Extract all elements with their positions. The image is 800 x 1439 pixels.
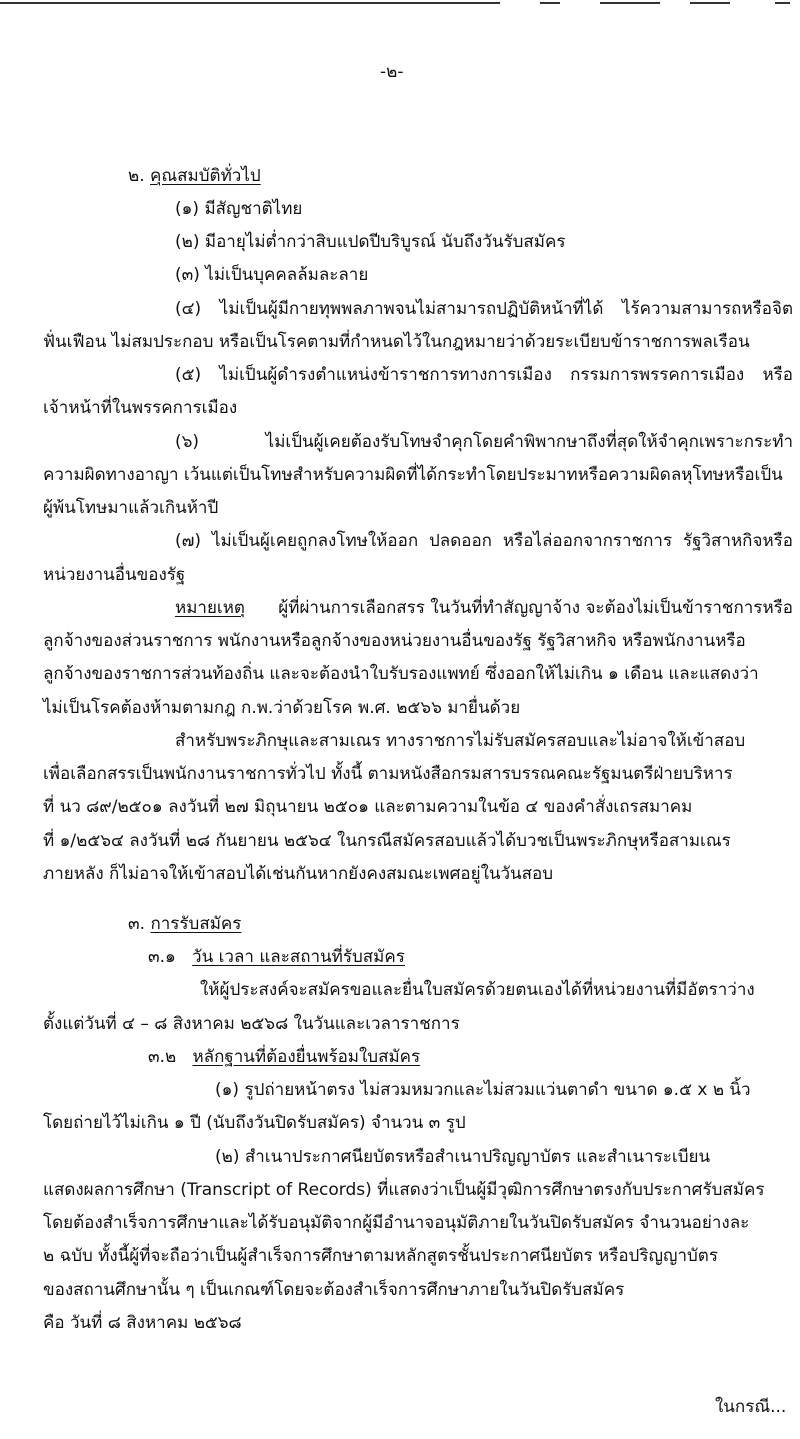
continuation-text: ในกรณี...	[715, 1397, 787, 1417]
note-line-3: ลูกจ้างของราชการส่วนท้องถิ่น และจะต้องนำใบรับรองแพทย์ ซึ่งออกให้ไม่เกิน ๑ เดือน และแสดงว่า	[43, 664, 759, 684]
subsection-3-1-title: วัน เวลา และสถานที่รับสมัคร	[192, 947, 405, 967]
qualification-item-6-line-1: (๖) ไม่เป็นผู้เคยต้องรับโทษจำคุกโดยคำพิพากษาถึงที่สุดให้จำคุกเพราะกระทำ	[175, 432, 793, 452]
qualification-item-2: (๒) มีอายุไม่ต่ำกว่าสิบแปดปีบริบูรณ์ นับถึงวันรับสมัคร	[175, 232, 566, 252]
qualification-item-1: (๑) มีสัญชาติไทย	[175, 199, 303, 219]
monk-paragraph-line-5: ภายหลัง ก็ไม่อาจให้เข้าสอบได้เช่นกันหากยังคงสมณะเพศอยู่ในวันสอบ	[43, 864, 554, 884]
document-item-2-line-1: (๒) สำเนาประกาศนียบัตรหรือสำเนาปริญญาบัตร และสำเนาระเบียน	[215, 1147, 711, 1167]
subsection-3-1-line-2: ตั้งแต่วันที่ ๔ – ๘ สิงหาคม ๒๕๖๘ ในวันและเวลาราชการ	[43, 1014, 460, 1034]
document-item-1-line-2: โดยถ่ายไว้ไม่เกิน ๑ ปี (นับถึงวันปิดรับสมัคร) จำนวน ๓ รูป	[43, 1113, 466, 1133]
monk-paragraph-line-3: ที่ นว ๘๙/๒๕๐๑ ลงวันที่ ๒๗ มิถุนายน ๒๕๐๑ และตามความในข้อ ๔ ของคำสั่งเถรสมาคม	[43, 797, 693, 817]
note-line-4: ไม่เป็นโรคต้องห้ามตามกฎ ก.พ.ว่าด้วยโรค พ.ศ. ๒๕๖๖ มายื่นด้วย	[43, 698, 521, 718]
section-2-number: ๒.	[128, 166, 145, 186]
section-2-heading	[128, 164, 261, 190]
document-item-2-line-4: ๒ ฉบับ ทั้งนี้ผู้ที่จะถือว่าเป็นผู้สำเร็จการศึกษาตามหลักสูตรชั้นประกาศนียบัตร หรือปริญญาบัตร	[43, 1246, 718, 1266]
note-line-2: ลูกจ้างของส่วนราชการ พนักงานหรือลูกจ้างของหน่วยงานอื่นของรัฐ รัฐวิสาหกิจ หรือพนักงานหรือ	[43, 631, 746, 651]
subsection-3-2-title: หลักฐานที่ต้องยื่นพร้อมใบสมัคร	[192, 1047, 421, 1067]
qualification-item-4-line-2: ฟั่นเฟือน ไม่สมประกอบ หรือเป็นโรคตามที่กำหนดไว้ในกฎหมายว่าด้วยระเบียบข้าราชการพลเรือน	[43, 332, 750, 352]
qualification-item-6-line-2: ความผิดทางอาญา เว้นแต่เป็นโทษสำหรับความผิดที่ได้กระทำโดยประมาทหรือความผิดลหุโทษหรือเป็น	[43, 465, 783, 485]
monk-paragraph-line-2: เพื่อเลือกสรรเป็นพนักงานราชการทั่วไป ทั้งนี้ ตามหนังสือกรมสารบรรณคณะรัฐมนตรีฝ่ายบริหาร	[43, 764, 733, 784]
subsection-3-2-number: ๓.๒	[148, 1047, 177, 1067]
section-3-number: ๓.	[128, 914, 146, 934]
qualification-item-7-line-1: (๗) ไม่เป็นผู้เคยถูกลงโทษให้ออก ปลดออก หรือไล่ออกจากราชการ รัฐวิสาหกิจหรือ	[175, 531, 793, 551]
qualification-item-5-line-1: (๕) ไม่เป็นผู้ดำรงตำแหน่งข้าราชการทางการเมือง กรรมการพรรคการเมือง หรือ	[175, 365, 793, 385]
qualification-item-4-line-1: (๔) ไม่เป็นผู้มีกายทุพพลภาพจนไม่สามารถปฏิบัติหน้าที่ได้ ไร้ความสามารถหรือจิต	[175, 299, 793, 319]
monk-paragraph-line-4: ที่ ๑/๒๕๖๔ ลงวันที่ ๒๘ กันยายน ๒๕๖๔ ในกรณีสมัครสอบแล้วได้บวชเป็นพระภิกษุหรือสามเณร	[43, 831, 731, 851]
subsection-3-2-heading	[148, 1045, 420, 1071]
note-label: หมายเหตุ	[175, 598, 245, 618]
document-item-2-line-2: แสดงผลการศึกษา (Transcript of Records) ที่แสดงว่าเป็นผู้มีวุฒิการศึกษาตรงกับประกาศรับสมัคร	[43, 1180, 765, 1200]
qualification-item-6-line-3: ผู้พ้นโทษมาแล้วเกินห้าปี	[43, 498, 219, 518]
qualification-item-5-line-2: เจ้าหน้าที่ในพรรคการเมือง	[43, 398, 238, 418]
document-item-2-line-3: โดยต้องสำเร็จการศึกษาและได้รับอนุมัติจากผู้มีอำนาจอนุมัติภายในวันปิดรับสมัคร จำนวนอย่างละ	[43, 1213, 750, 1233]
note-text: ผู้ที่ผ่านการเลือกสรร ในวันที่ทำสัญญาจ้าง จะต้องไม่เป็นข้าราชการหรือ	[278, 598, 793, 618]
subsection-3-1-number: ๓.๑	[148, 947, 176, 967]
section-3-title: การรับสมัคร	[150, 914, 242, 934]
monk-paragraph-line-1: สำหรับพระภิกษุและสามเณร ทางราชการไม่รับสมัครสอบและไม่อาจให้เข้าสอบ	[175, 731, 746, 751]
section-3-heading	[128, 912, 241, 938]
section-2-title: คุณสมบัติทั่วไป	[150, 166, 261, 186]
subsection-3-1-line-1: ให้ผู้ประสงค์จะสมัครขอและยื่นใบสมัครด้วยตนเองได้ที่หน่วยงานที่มีอัตราว่าง	[200, 980, 755, 1000]
note-line-1	[175, 596, 793, 622]
document-item-2-line-5: ของสถานศึกษานั้น ๆ เป็นเกณฑ์โดยจะต้องสำเร็จการศึกษาภายในวันปิดรับสมัคร	[43, 1280, 625, 1300]
top-border-fragment	[0, 0, 800, 6]
subsection-3-1-heading	[148, 945, 405, 971]
qualification-item-7-line-2: หน่วยงานอื่นของรัฐ	[43, 565, 186, 585]
document-item-1-line-1: (๑) รูปถ่ายหน้าตรง ไม่สวมหมวกและไม่สวมแว่นตาดำ ขนาด ๑.๕ x ๒ นิ้ว	[215, 1080, 751, 1100]
document-item-2-line-6: คือ วันที่ ๘ สิงหาคม ๒๕๖๘	[43, 1313, 242, 1333]
qualification-item-3: (๓) ไม่เป็นบุคคลล้มละลาย	[175, 265, 369, 285]
page-number: -๒-	[380, 62, 404, 82]
